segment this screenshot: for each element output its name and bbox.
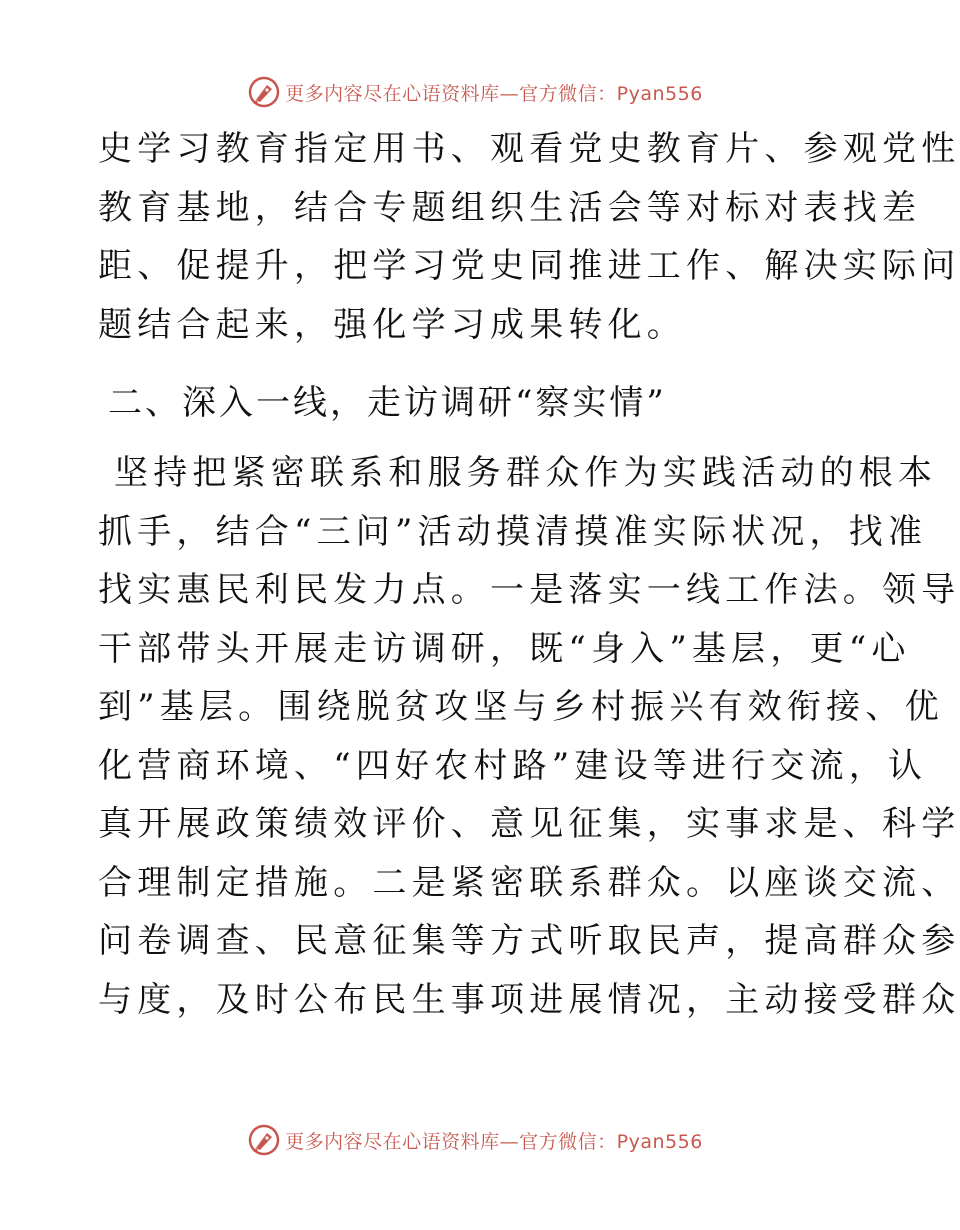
text-line: 教育基地，结合专题组织生活会等对标对表找差 — [98, 187, 922, 228]
header-watermark — [0, 72, 950, 112]
document-body — [98, 120, 960, 1029]
watermark-brand: Pyan556 — [616, 82, 703, 105]
text-line: 坚持把紧密联系和服务群众作为实践活动的根本 — [98, 453, 938, 493]
section-heading: 二、深入一线，走访调研“察实情” — [108, 383, 667, 423]
text-line: 真开展政策绩效评价、意见征集，实事求是、科学 — [98, 804, 960, 844]
text-line: 化营商环境、“四好农村路”建设等进行交流，认 — [98, 745, 928, 786]
watermark-text: 更多内容尽在心语资料库—官方微信： — [285, 1130, 617, 1153]
watermark-brand: Pyan556 — [616, 1130, 703, 1153]
text-line: 抓手，结合“三问”活动摸清摸准实际状况，找准 — [98, 511, 928, 552]
text-line: 合理制定措施。二是紧密联系群众。以座谈交流、 — [98, 862, 960, 903]
text-line: 找实惠民利民发力点。一是落实一线工作法。领导 — [98, 570, 960, 610]
text-line: 干部带头开展走访调研，既“身入”基层，更“心 — [98, 628, 911, 669]
paragraph-2 — [98, 444, 960, 1029]
text-line: 问卷调查、民意征集等方式听取民声，提高群众参 — [98, 921, 960, 961]
pen-nib-logo-icon — [247, 75, 281, 109]
paragraph-1 — [98, 120, 960, 354]
text-line: 到”基层。围绕脱贫攻坚与乡村振兴有效衔接、优 — [98, 687, 944, 727]
text-line: 与度，及时公布民生事项进展情况，主动接受群众 — [98, 979, 960, 1020]
footer-watermark — [0, 1120, 950, 1160]
text-line: 史学习教育指定用书、观看党史教育片、参观党性 — [98, 129, 960, 169]
watermark-text: 更多内容尽在心语资料库—官方微信： — [285, 82, 617, 105]
text-line: 距、促提升，把学习党史同推进工作、解决实际问 — [98, 246, 960, 286]
pen-nib-logo-icon — [247, 1123, 281, 1157]
text-line: 题结合起来，强化学习成果转化。 — [98, 304, 686, 345]
